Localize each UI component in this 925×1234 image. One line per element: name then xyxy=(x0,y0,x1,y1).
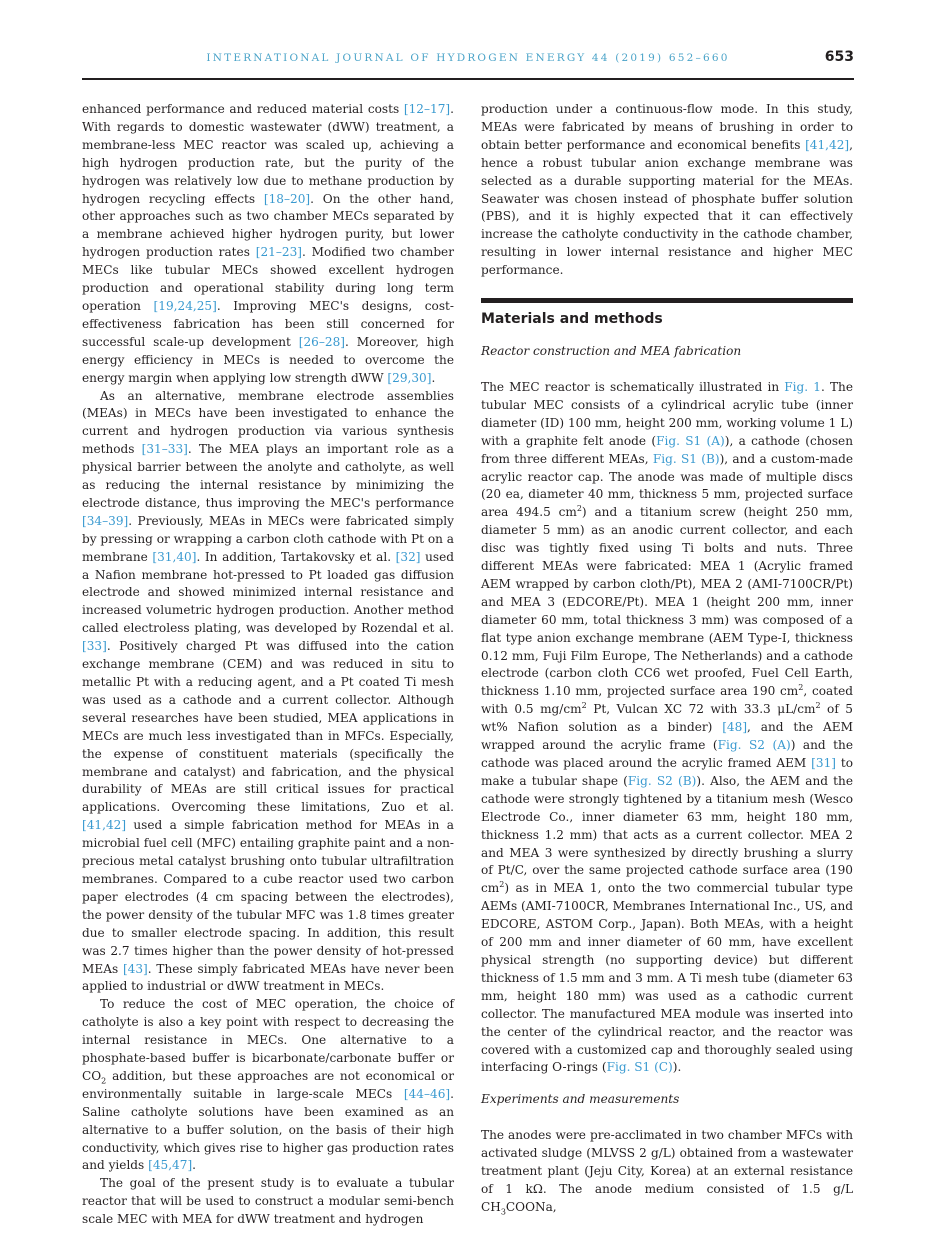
text-run: The MEC reactor is schematically illustrated in xyxy=(481,379,785,394)
text-run: COONa, xyxy=(505,1199,557,1214)
citation-link[interactable]: [31] xyxy=(811,756,836,770)
left-paragraph-1 xyxy=(82,101,454,388)
text-run: . These simply fabricated MEAs have never been applied to industrial or dWW treatment in MECs. xyxy=(82,961,454,994)
left-column xyxy=(82,101,454,1229)
right-column xyxy=(481,101,853,1217)
text-run: . With regards to domestic wastewater (dWW) treatment, a membrane-less MEC reactor was scaled up, achieving a high hydrogen production rate, but the purity of the hydrogen was relatively low due to methane production by hydrogen recycling effects xyxy=(82,102,454,206)
text-run: used a simple fabrication method for MEAs in a microbial fuel cell (MFC) entailing graphite paint and a non-precious metal catalyst brushing onto tubular ultrafiltration membranes. Compared to a cube reactor used two carbon paper electrodes (4 cm spacing between the electrodes), the power density of the tubular MFC was 1.8 times greater due to smaller electrode spacing. In addition, this result was 2.7 times higher than the power density of hot-pressed MEAs xyxy=(82,818,454,976)
citation-link[interactable]: [19,24,25] xyxy=(153,298,217,313)
citation-link[interactable]: Fig. S2 (B) xyxy=(627,773,697,788)
text-run: . In addition, Tartakovsky et al. xyxy=(196,549,396,564)
citation-link[interactable]: Fig. S1 (B) xyxy=(652,451,720,466)
left-paragraph-3 xyxy=(82,996,454,1175)
citation-link[interactable]: [18–20] xyxy=(263,191,311,206)
citation-link[interactable]: [32] xyxy=(395,549,421,564)
text-run: ) and the cathode was placed around the acrylic framed AEM xyxy=(481,738,853,770)
right-paragraph-2 xyxy=(481,379,853,1077)
text-run: . xyxy=(192,1158,197,1173)
citation-link[interactable]: [45,47] xyxy=(148,1158,193,1173)
text-run: of 5 wt% Nafion solution as a binder) xyxy=(481,702,854,735)
text-run: . Moreover, high energy efficiency in MECs is needed to overcome the energy margin when applying low strength dWW xyxy=(82,334,454,385)
page-number: 653 xyxy=(824,49,854,65)
subscript: 2 xyxy=(101,1076,107,1086)
subsection-title-reactor: Reactor construction and MEA fabrication xyxy=(481,344,742,359)
citation-link[interactable]: [48] xyxy=(722,720,748,735)
journal-citation: INTERNATIONAL JOURNAL OF HYDROGEN ENERGY 44 (2019) 652–660 xyxy=(206,52,730,64)
citation-link[interactable]: [41,42] xyxy=(82,818,127,833)
text-run: As an alternative, membrane electrode assemblies (MEAs) in MECs have been investigated to enhance the current and hydrogen production via various synthesis methods xyxy=(82,388,454,457)
citation-link[interactable]: [21–23] xyxy=(255,245,302,260)
text-run: ) as in MEA 1, onto the two commercial tubular type AEMs (AMI-7100CR, Membranes International Inc., US, and EDCORE, ASTOM Corp., Japan). Both MEAs, with a height of 200 mm and inner diameter of 60 mm, have excellent physical strength (no supporting device) but different thickness of 1.5 mm and 3 mm. A Ti mesh tube (diameter 63 mm, height 180 mm) was used as a cathodic current collector. The manufactured MEA module was inserted into the center of the cylindrical reactor, and the reactor was covered with a customized cap and thoroughly sealed using interfacing O-rings ( xyxy=(481,881,853,1075)
citation-link[interactable]: [12–17] xyxy=(403,102,451,116)
citation-link[interactable]: Fig. S1 (C) xyxy=(606,1060,673,1075)
right-paragraph-3 xyxy=(481,1127,853,1217)
text-run: , and the AEM wrapped around the acrylic frame ( xyxy=(481,720,853,753)
text-run: . Positively charged Pt was diffused into the cation exchange membrane (CEM) and was reduced in situ to metallic Pt with a reducing agent, and a Pt coated Ti mesh was used as a cathode and a current collector. Although several researches have been studied, MEA applications in MECs are much less investigated than in MFCs. Especially, the expense of constituent materials (specifically the membrane and catalyst) and fabrication, and the physical durability of MEAs are still critical issues for practical applications. Overcoming these limitations, Zuo et al. xyxy=(82,639,454,815)
superscript: 2 xyxy=(499,880,505,890)
text-run: . Modified two chamber MECs like tubular MECs showed excellent hydrogen production and operational stability during long term operation xyxy=(82,245,454,313)
text-run: . On the other hand, other approaches such as two chamber MECs separated by a membrane achieved higher hydrogen purity, but lower hydrogen production rates xyxy=(82,191,454,260)
right-paragraph-1 xyxy=(481,101,853,280)
text-run: ) and a titanium screw (height 250 mm, diameter 5 mm) as an anodic current collector, and each disc was tightly fixed using Ti bolts and nuts. Three different MEAs were fabricated: MEA 1 (Acrylic framed AEM wrapped by carbon cloth/Pt), MEA 2 (AMI-7100CR/Pt) and MEA 3 (EDCORE/Pt). MEA 1 (height 200 mm, inner diameter 60 mm, total thickness 3 mm) was composed of a flat type anion exchange membrane (AEM Type-I, thickness 0.12 mm, Fuji Film Europe, The Netherlands) and a cathode electrode (carbon cloth CC6 wet proofed, Fuel Cell Earth, thickness 1.10 mm, projected surface area 190 cm xyxy=(481,505,853,699)
citation-link[interactable]: [26–28] xyxy=(298,334,346,349)
text-run: ). xyxy=(672,1060,682,1075)
text-run: used a Nafion membrane hot-pressed to Pt loaded gas diffusion electrode and showed minimized internal resistance and increased volumetric hydrogen production. Another method called electroless plating, was developed by Rozendal et al. xyxy=(82,549,454,636)
running-header xyxy=(82,50,854,70)
text-run: . The MEA plays an important role as a physical barrier between the anolyte and catholyte, as well as reducing the internal resistance by minimizing the electrode distance, thus improving the MEC's performance xyxy=(82,442,454,510)
citation-link[interactable]: [29,30] xyxy=(387,370,432,385)
text-run: production under a continuous-flow mode. In this study, MEAs were fabricated by means of brushing in order to obtain better performance and economical benefits xyxy=(481,102,853,152)
citation-link[interactable]: [31,40] xyxy=(152,549,197,564)
text-run: ), a cathode (chosen from three different MEAs, xyxy=(481,433,853,466)
citation-link[interactable]: [41,42] xyxy=(805,137,850,152)
text-run: ), and a custom-made acrylic reactor cap. The anode was made of multiple discs (20 ea, diameter 40 mm, thickness 5 mm, projected surface area 494.5 cm xyxy=(481,451,853,520)
text-run: . Previously, MEAs in MECs were fabricated simply by pressing or wrapping a carbon cloth cathode with Pt on a membrane xyxy=(82,513,454,564)
citation-link[interactable]: [44–46] xyxy=(403,1086,451,1101)
text-run: . Improving MEC's designs, cost-effectiveness fabrication has been still concerned for successful scale-up development xyxy=(82,298,454,349)
citation-link[interactable]: Fig. S2 (A) xyxy=(717,738,791,753)
text-run: enhanced performance and reduced material costs xyxy=(82,102,404,116)
text-run: The goal of the present study is to evaluate a tubular reactor that will be used to construct a modular semi-bench scale MEC with MEA for dWW treatment and hydrogen xyxy=(82,1176,454,1227)
section-title: Materials and methods xyxy=(481,311,663,328)
section-rule xyxy=(481,298,853,303)
text-run: , coated with 0.5 mg/cm xyxy=(481,684,853,717)
text-run: to make a tubular shape ( xyxy=(481,756,853,788)
citation-link[interactable]: [34–39] xyxy=(82,513,129,528)
citation-link[interactable]: [33] xyxy=(82,639,107,654)
text-run: To reduce the cost of MEC operation, the choice of catholyte is also a key point with respect to decreasing the internal resistance in MECs. One alternative to a phosphate-based buffer is bicarbonate/carbonate buffer or CO xyxy=(82,997,454,1083)
text-run: . xyxy=(431,370,436,385)
text-run: . Saline catholyte solutions have been examined as an alternative to a buffer solution, on the basis of their high conductivity, which gives rise to higher gas production rates and yields xyxy=(82,1086,454,1173)
superscript: 2 xyxy=(815,701,821,711)
superscript: 2 xyxy=(798,683,804,693)
subscript: 3 xyxy=(500,1207,506,1217)
text-run: The anodes were pre-acclimated in two chamber MFCs with activated sludge (MLVSS 2 g/L) obtained from a wastewater treatment plant (Jeju City, Korea) at an external resistance of 1 kΩ. The anode medium consisted of 1.5 g/L CH xyxy=(481,1128,853,1214)
superscript: 2 xyxy=(576,504,582,514)
citation-link[interactable]: Fig. 1 xyxy=(784,379,821,394)
citation-link[interactable]: Fig. S1 (A) xyxy=(656,433,725,448)
subsection-title-experiments: Experiments and measurements xyxy=(481,1092,680,1107)
left-paragraph-4 xyxy=(82,1175,454,1229)
text-run: . The tubular MEC consists of a cylindrical acrylic tube (inner diameter (ID) 100 mm, height 200 mm, working volume 1 L) with a graphite felt anode ( xyxy=(481,379,853,448)
citation-link[interactable]: [43] xyxy=(122,961,148,976)
text-run: ). Also, the AEM and the cathode were strongly tightened by a titanium mesh (Wesco Electrode Co., inner diameter 63 mm, height 180 mm, thickness 1.2 mm) that acts as a current collector. MEA 2 and MEA 3 were synthesized by directly brushing a slurry of Pt/C, over the same projected cathode surface area (190 cm xyxy=(481,773,853,896)
superscript: 2 xyxy=(581,701,587,711)
text-run: , hence a robust tubular anion exchange membrane was selected as a durable supporting material for the MEAs. Seawater was chosen instead of phosphate buffer solution (PBS), and it is highly expected that it can effectively increase the catholyte conductivity in the cathode chamber, resulting in lower internal resistance and higher MEC performance. xyxy=(481,137,853,278)
citation-link[interactable]: [31–33] xyxy=(141,442,188,457)
left-paragraph-2 xyxy=(82,388,454,997)
text-run: addition, but these approaches are not economical or environmentally suitable in large-scale MECs xyxy=(82,1068,454,1101)
text-run: Pt, Vulcan XC 72 with 33.3 μL/cm xyxy=(586,702,816,717)
header-rule xyxy=(82,78,854,80)
